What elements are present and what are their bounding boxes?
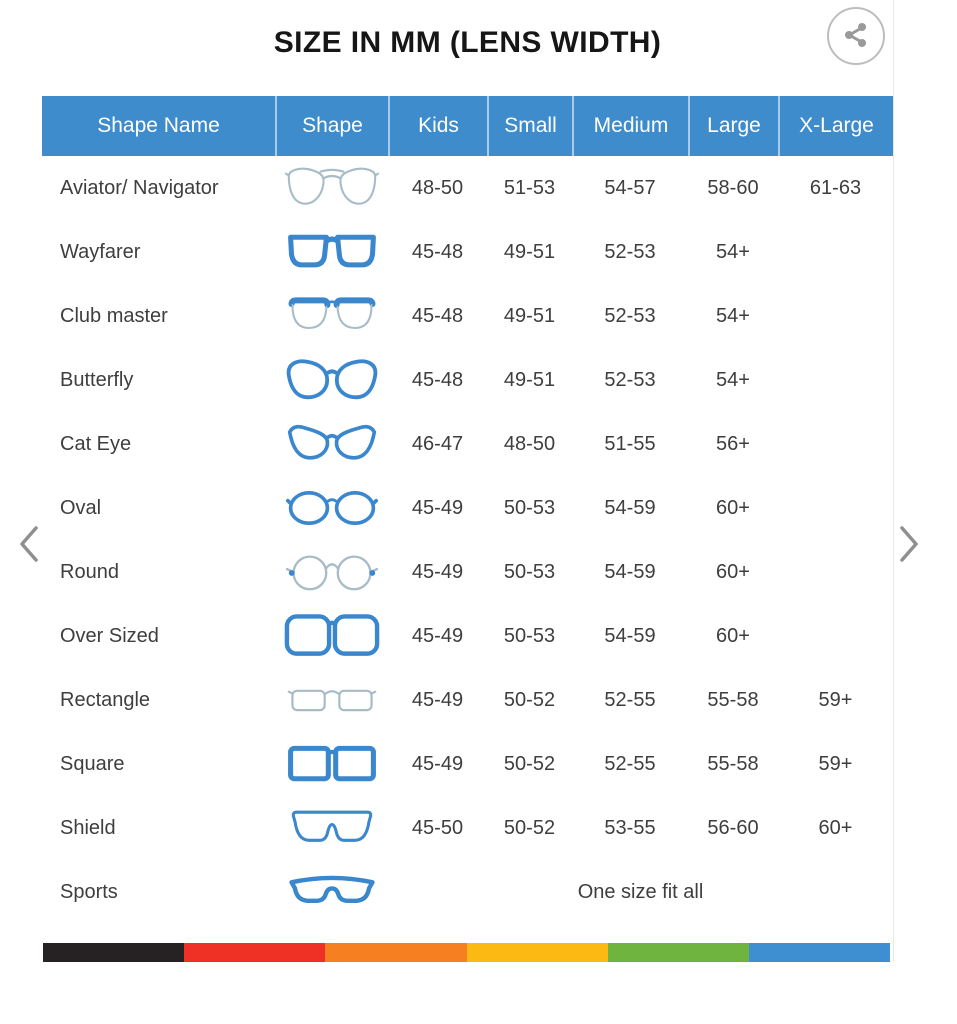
xlarge-value: 60+ [818, 816, 853, 839]
kids-value: 45-49 [411, 496, 464, 519]
shield-glasses-icon [275, 806, 388, 850]
kids-value: 45-50 [411, 816, 464, 839]
large-value: 56-60 [707, 816, 759, 839]
small-value: 51-53 [503, 176, 556, 199]
shape-name: Butterfly [60, 368, 134, 391]
medium-value: 52-53 [604, 368, 656, 391]
shape-name: Over Sized [60, 624, 159, 647]
kids-value: 45-49 [411, 560, 464, 583]
small-value: 50-52 [503, 752, 556, 775]
kids-value: 45-48 [411, 368, 464, 391]
table-row [42, 476, 893, 540]
shape-name: Aviator/ Navigator [60, 176, 219, 199]
xlarge-value: 61-63 [809, 176, 862, 199]
header-medium: Medium [572, 96, 688, 156]
wayfarer-glasses-icon [275, 229, 388, 275]
header-shape: Shape [275, 96, 388, 156]
kids-value: 48-50 [411, 176, 464, 199]
header-large: Large [688, 96, 778, 156]
slide-divider [893, 0, 894, 962]
shape-name: Round [60, 560, 119, 583]
kids-value: 45-48 [411, 304, 464, 327]
table-body [42, 156, 893, 924]
xlarge-value: 59+ [818, 688, 853, 711]
header-xlarge: X-Large [778, 96, 893, 156]
kids-value: 45-49 [411, 624, 464, 647]
medium-value: 52-55 [604, 752, 656, 775]
table-header-row [42, 96, 893, 156]
size-table [42, 96, 893, 924]
kids-value: 45-49 [411, 752, 464, 775]
small-value: 49-51 [503, 304, 556, 327]
medium-value: 51-55 [604, 432, 656, 455]
header-small: Small [487, 96, 572, 156]
rainbow-bar-segment [749, 943, 890, 962]
medium-value: 52-53 [604, 240, 656, 263]
rainbow-bar-segment [43, 943, 184, 962]
oversized-glasses-icon [275, 611, 388, 661]
large-value: 60+ [716, 624, 750, 647]
rainbow-bar [43, 943, 890, 962]
span-value: One size fit all [577, 880, 704, 903]
table-row [42, 284, 893, 348]
share-icon [841, 20, 871, 53]
large-value: 55-58 [707, 752, 759, 775]
table-row [42, 860, 893, 924]
large-value: 55-58 [707, 688, 759, 711]
butterfly-glasses-icon [275, 356, 388, 404]
rainbow-bar-segment [325, 943, 466, 962]
chevron-left-icon [16, 552, 42, 567]
kids-value: 45-48 [411, 240, 464, 263]
large-value: 58-60 [707, 176, 759, 199]
small-value: 50-52 [503, 688, 556, 711]
small-value: 50-53 [503, 496, 556, 519]
table-row [42, 156, 893, 220]
rainbow-bar-segment [467, 943, 608, 962]
small-value: 49-51 [503, 368, 556, 391]
chevron-right-icon [896, 552, 922, 567]
large-value: 60+ [716, 560, 750, 583]
medium-value: 54-57 [604, 176, 656, 199]
xlarge-value: 59+ [818, 752, 853, 775]
table-row [42, 412, 893, 476]
medium-value: 53-55 [604, 816, 656, 839]
clubmaster-glasses-icon [275, 293, 388, 339]
next-slide-button[interactable] [896, 524, 922, 567]
small-value: 50-52 [503, 816, 556, 839]
kids-value: 45-49 [411, 688, 464, 711]
table-row [42, 348, 893, 412]
shape-name: Square [60, 752, 125, 775]
shape-name: Sports [60, 880, 118, 903]
oval-glasses-icon [275, 485, 388, 531]
shape-name: Oval [60, 496, 102, 519]
large-value: 54+ [716, 368, 750, 391]
header-shape-name: Shape Name [97, 114, 220, 137]
medium-value: 52-55 [604, 688, 656, 711]
large-value: 56+ [716, 432, 750, 455]
share-button[interactable] [827, 7, 885, 65]
rectangle-glasses-icon [275, 677, 388, 723]
medium-value: 54-59 [604, 496, 656, 519]
header-kids: Kids [388, 96, 487, 156]
round-glasses-icon [275, 548, 388, 596]
table-row [42, 732, 893, 796]
square-glasses-icon [275, 741, 388, 787]
small-value: 48-50 [503, 432, 556, 455]
shape-name: Shield [60, 816, 116, 839]
table-row [42, 604, 893, 668]
shape-name: Rectangle [60, 688, 151, 711]
kids-value: 46-47 [411, 432, 464, 455]
rainbow-bar-segment [184, 943, 325, 962]
shape-name: Club master [60, 304, 168, 327]
large-value: 54+ [716, 304, 750, 327]
medium-value: 54-59 [604, 560, 656, 583]
table-row [42, 668, 893, 732]
aviator-glasses-icon [275, 164, 388, 212]
page-title: SIZE IN MM (LENS WIDTH) [273, 26, 662, 59]
table-row [42, 796, 893, 860]
rainbow-bar-segment [608, 943, 749, 962]
sports-glasses-icon [275, 870, 388, 914]
large-value: 60+ [716, 496, 750, 519]
large-value: 54+ [716, 240, 750, 263]
shape-name: Wayfarer [60, 240, 141, 263]
table-row [42, 220, 893, 284]
medium-value: 54-59 [604, 624, 656, 647]
cateye-glasses-icon [275, 421, 388, 467]
small-value: 49-51 [503, 240, 556, 263]
medium-value: 52-53 [604, 304, 656, 327]
shape-name: Cat Eye [60, 432, 132, 455]
small-value: 50-53 [503, 624, 556, 647]
small-value: 50-53 [503, 560, 556, 583]
table-row [42, 540, 893, 604]
prev-slide-button[interactable] [16, 524, 42, 567]
